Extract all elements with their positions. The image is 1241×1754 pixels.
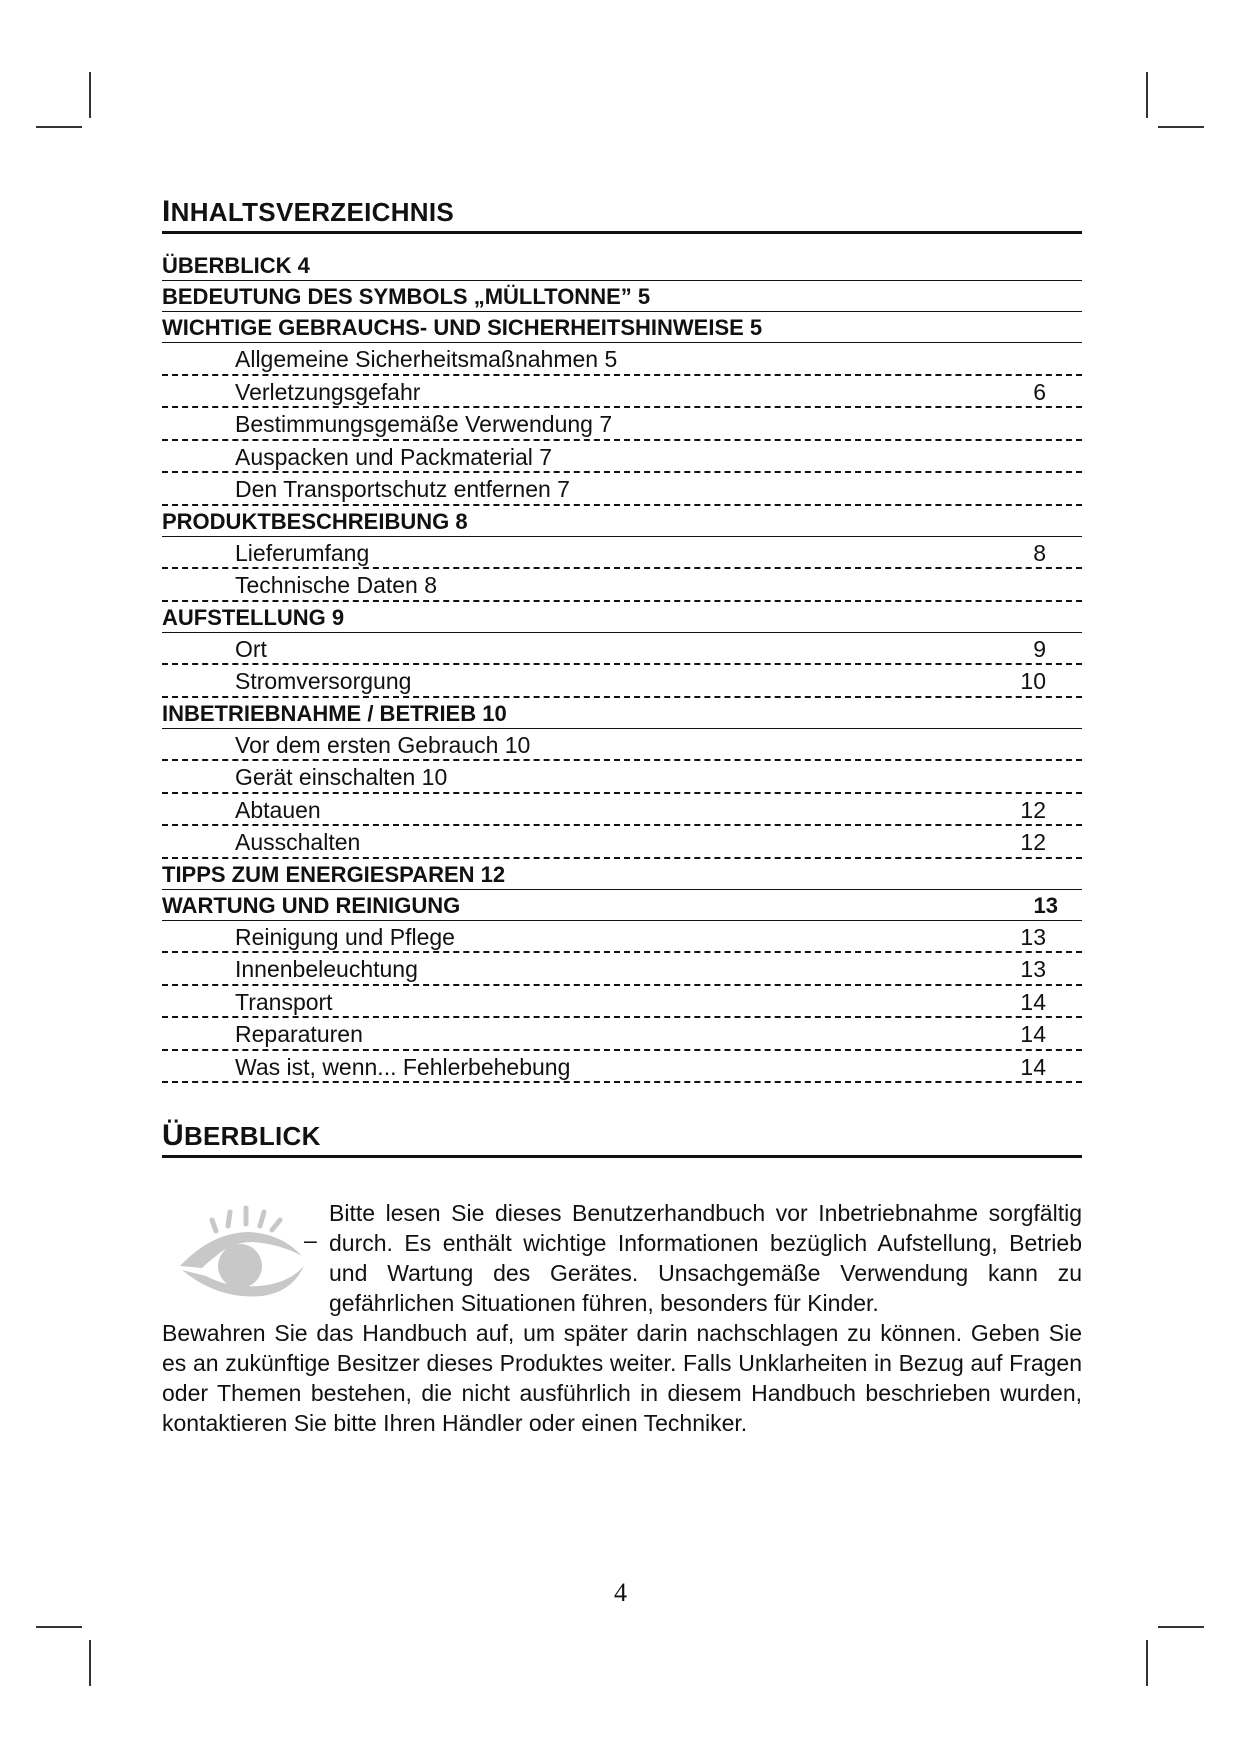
table-of-contents <box>162 250 1082 1083</box>
toc-subsection-page: 14 <box>1020 988 1046 1015</box>
toc-subsection-label: Bestimmungsgemäße Verwendung 7 <box>235 411 613 437</box>
toc-subsection-row <box>162 633 1082 666</box>
toc-subsection-row <box>162 953 1082 986</box>
toc-subsection-label: Reinigung und Pflege <box>235 923 455 950</box>
toc-subsection-label: Transport <box>235 988 333 1015</box>
toc-subsection-page: 14 <box>1020 1053 1046 1080</box>
toc-subsection-row <box>162 569 1082 602</box>
toc-chapter-label: ÜBERBLICK 4 <box>162 253 310 278</box>
toc-subsection-page: 10 <box>1020 668 1046 694</box>
toc-chapter-page: 13 <box>1033 892 1058 918</box>
crop-mark <box>36 126 82 128</box>
page-number: 4 <box>614 1578 627 1607</box>
toc-chapter-label: BEDEUTUNG DES SYMBOLS „MÜLLTONNE” 5 <box>162 284 651 309</box>
toc-subsection-row <box>162 826 1082 859</box>
dash-mark: – <box>304 1227 317 1253</box>
toc-title: INHALTSVERZEICHNIS <box>162 195 1082 234</box>
toc-subsection-label: Innenbeleuchtung <box>235 956 418 982</box>
toc-chapter-label: INBETRIEBNAHME / BETRIEB 10 <box>162 700 507 726</box>
toc-subsection-label: Den Transportschutz entfernen 7 <box>235 476 570 502</box>
crop-mark <box>89 72 91 118</box>
toc-subsection-label: Verletzungsgefahr <box>235 378 421 405</box>
toc-chapter-label: WICHTIGE GEBRAUCHS- UND SICHERHEITSHINWEISE 5 <box>162 315 763 340</box>
toc-subsection-label: Stromversorgung <box>235 668 412 694</box>
toc-subsection-row <box>162 537 1082 570</box>
eye-icon <box>172 1204 312 1304</box>
toc-chapter-row <box>162 281 1082 312</box>
toc-subsection-row <box>162 473 1082 506</box>
toc-subsection-row <box>162 794 1082 827</box>
toc-chapter-row <box>162 698 1082 729</box>
crop-mark <box>36 1626 82 1628</box>
toc-subsection-row <box>162 343 1082 376</box>
toc-subsection-label: Was ist, wenn... Fehlerbehebung <box>235 1053 571 1080</box>
crop-mark <box>1158 126 1204 128</box>
overview-title: ÜBERBLICK <box>162 1119 1082 1158</box>
toc-subsection-label: Ort <box>235 635 267 662</box>
toc-subsection-page: 8 <box>1033 539 1046 566</box>
toc-subsection-row <box>162 408 1082 441</box>
toc-subsection-row <box>162 665 1082 698</box>
toc-subsection-label: Reparaturen <box>235 1021 363 1047</box>
toc-subsection-label: Ausschalten <box>235 829 361 855</box>
toc-chapter-row <box>162 506 1082 537</box>
toc-subsection-label: Gerät einschalten 10 <box>235 764 448 790</box>
toc-subsection-label: Technische Daten 8 <box>235 572 438 598</box>
toc-subsection-row <box>162 1018 1082 1051</box>
toc-subsection-page: 9 <box>1033 635 1046 662</box>
toc-subsection-row <box>162 921 1082 954</box>
toc-subsection-label: Vor dem ersten Gebrauch 10 <box>235 731 531 758</box>
toc-subsection-page: 12 <box>1020 796 1046 823</box>
toc-subsection-label: Abtauen <box>235 796 321 823</box>
toc-chapter-label: PRODUKTBESCHREIBUNG 8 <box>162 508 468 534</box>
toc-subsection-page: 12 <box>1020 829 1046 855</box>
toc-chapter-row <box>162 890 1082 921</box>
toc-chapter-label: WARTUNG UND REINIGUNG <box>162 892 461 918</box>
toc-subsection-label: Allgemeine Sicherheitsmaßnahmen 5 <box>235 346 618 372</box>
toc-subsection-page: 6 <box>1033 378 1046 405</box>
toc-chapter-label: AUFSTELLUNG 9 <box>162 604 345 630</box>
toc-chapter-row <box>162 250 1082 281</box>
toc-chapter-label: TIPPS ZUM ENERGIESPAREN 12 <box>162 861 506 887</box>
crop-mark <box>1146 72 1148 118</box>
toc-subsection-row <box>162 761 1082 794</box>
toc-subsection-row <box>162 729 1082 762</box>
toc-subsection-row <box>162 376 1082 409</box>
toc-subsection-page: 14 <box>1020 1021 1046 1047</box>
toc-subsection-label: Lieferumfang <box>235 539 370 566</box>
crop-mark <box>1146 1640 1148 1686</box>
toc-subsection-label: Auspacken und Packmaterial 7 <box>235 443 553 470</box>
toc-subsection-row <box>162 441 1082 474</box>
toc-subsection-page: 13 <box>1020 923 1046 950</box>
overview-body-paragraph: Bewahren Sie das Handbuch auf, um später darin nachschlagen zu können. Geben Sie es an zukünftige Besitzer dieses Produktes weiter. Falls Unklarheiten in Bezug auf Fragen oder Themen bestehen, die nicht ausführlich in diesem Handbuch beschrieben wurden, kontaktieren Sie bitte Ihren Händler oder einen Techniker. <box>162 1320 1082 1436</box>
overview-intro <box>162 1198 1082 1438</box>
crop-mark <box>1158 1626 1204 1628</box>
toc-subsection-row <box>162 1051 1082 1084</box>
toc-chapter-row <box>162 312 1082 343</box>
toc-chapter-row <box>162 602 1082 633</box>
toc-subsection-page: 13 <box>1020 956 1046 982</box>
page-content <box>162 195 1082 1438</box>
overview-lead-paragraph: Bitte lesen Sie dieses Benutzerhandbuch vor Inbetriebnahme sorgfältig durch. Es enthält wichtige Informationen bezüglich Aufstellung, Betrieb und Wartung des Gerätes. Unsachgemäße Verwendung kann zu gefährlichen Situationen führen, besonders für Kinder. <box>329 1200 1082 1316</box>
toc-subsection-row <box>162 986 1082 1019</box>
crop-mark <box>89 1640 91 1686</box>
toc-chapter-row <box>162 859 1082 890</box>
